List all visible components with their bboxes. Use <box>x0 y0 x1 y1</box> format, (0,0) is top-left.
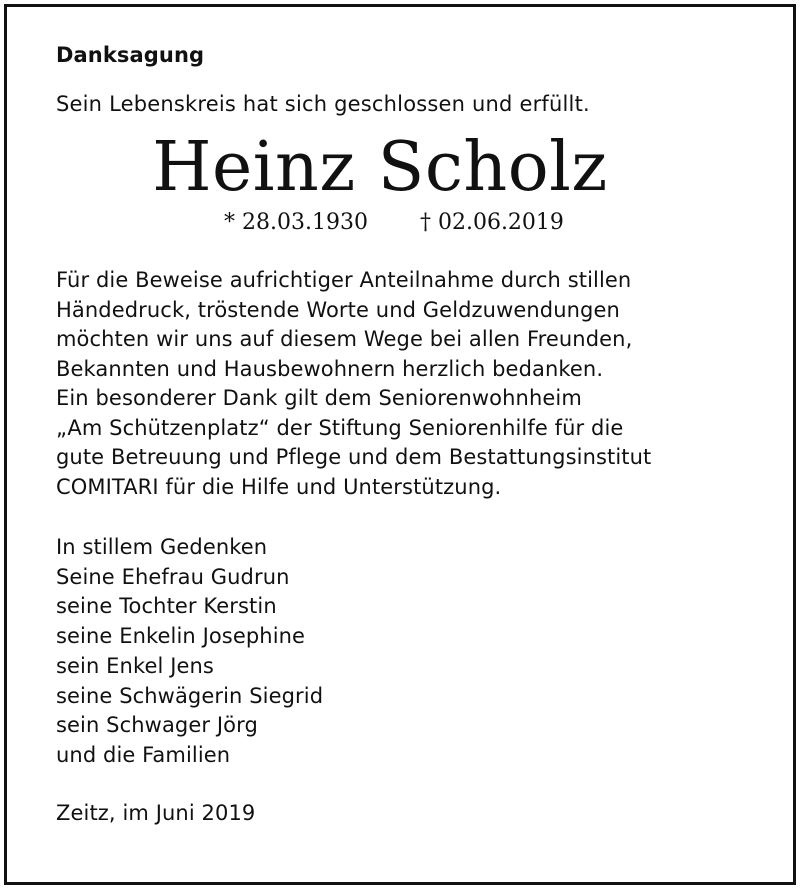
paragraph-line: Händedruck, tröstende Worte und Geldzuwendungen <box>56 297 620 322</box>
death-date: † 02.06.2019 <box>419 210 564 235</box>
mourner-line: seine Schwägerin Siegrid <box>56 683 324 708</box>
mourner-line: seine Enkelin Josephine <box>56 624 306 649</box>
obituary-notice <box>56 40 756 828</box>
paragraph-line: Bekannten und Hausbewohnern herzlich bedanken. <box>56 356 604 381</box>
mourner-line: seine Tochter Kerstin <box>56 594 277 619</box>
place-and-date: Zeitz, im Juni 2019 <box>56 800 256 825</box>
paragraph-line: möchten wir uns auf diesem Wege bei allen Freunden, <box>56 327 633 351</box>
notice-subtitle: Sein Lebenskreis hat sich geschlossen und erfüllt. <box>56 92 590 116</box>
mourners-list <box>56 533 756 771</box>
paragraph-line: COMITARI für die Hilfe und Unterstützung. <box>56 474 502 499</box>
paragraph-line: „Am Schützenplatz“ der Stiftung Seniorenhilfe für die <box>56 415 624 440</box>
paragraph-line: Für die Beweise aufrichtiger Anteilnahme durch stillen <box>56 268 632 292</box>
mourner-line: und die Familien <box>56 742 231 767</box>
paragraph-line: Ein besonderer Dank gilt dem Seniorenwohnheim <box>56 386 582 410</box>
life-dates <box>56 209 756 237</box>
mourner-line: Seine Ehefrau Gudrun <box>56 564 290 589</box>
birth-date: * 28.03.1930 <box>224 210 368 235</box>
deceased-name: Heinz Scholz <box>152 128 608 207</box>
mourner-line: In stillem Gedenken <box>56 535 268 559</box>
paragraph-line: gute Betreuung und Pflege und dem Bestattungsinstitut <box>56 445 652 469</box>
thanks-paragraph <box>56 266 756 502</box>
notice-heading: Danksagung <box>56 43 205 67</box>
mourner-line: sein Enkel Jens <box>56 653 214 678</box>
mourner-line: sein Schwager Jörg <box>56 713 258 738</box>
